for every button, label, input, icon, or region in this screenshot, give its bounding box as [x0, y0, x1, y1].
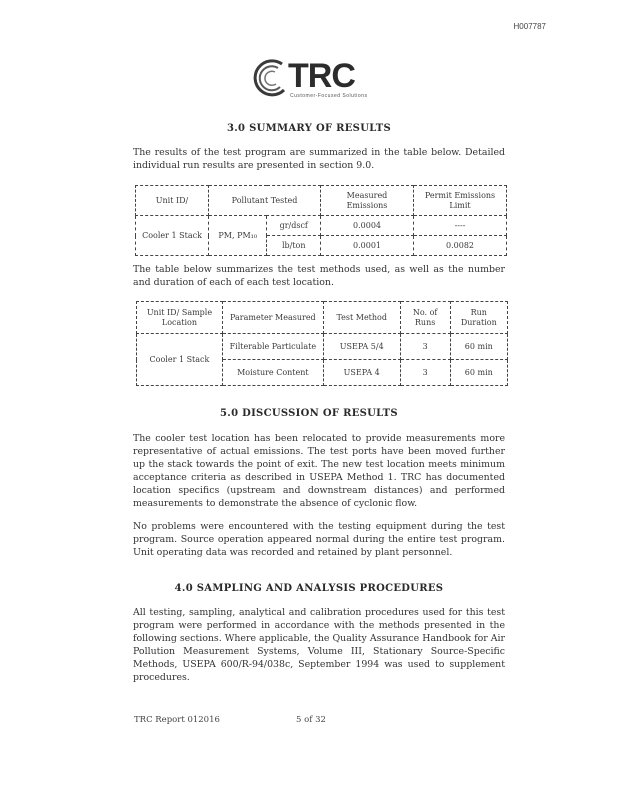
- header-pollutant-tested: Pollutant Tested: [209, 186, 321, 216]
- header-sample-location: Unit ID/ Sample Location: [137, 302, 223, 334]
- section-5-paragraph-1: The cooler test location has been relocated to provide measurements more representative of actual emissions. The test ports have been moved further up the stack towards the point of exit. The new test location meets minimum acceptance criteria as described in USEPA Method 1. TRC has documented location specifics (upstream and downstream distances) and performed measurements to demonstrate the absence of cyclonic flow.: [133, 433, 505, 509]
- test-methods-table: [136, 301, 508, 386]
- duration-cell: 60 min: [450, 360, 507, 386]
- trc-logo: [252, 58, 376, 102]
- trc-logo-swirl-icon: [252, 58, 292, 98]
- runs-cell: 3: [400, 360, 450, 386]
- header-test-method: Test Method: [323, 302, 400, 334]
- unit-cell: Cooler 1 Stack: [136, 216, 209, 256]
- header-permit-limit: Permit Emissions Limit: [414, 186, 507, 216]
- footer-report-number: TRC Report 012016: [134, 715, 220, 725]
- units-cell: gr/dscf: [267, 216, 321, 236]
- results-summary-table: [135, 185, 507, 256]
- footer-page-number: 5 of 32: [296, 715, 326, 725]
- table-row: [136, 216, 507, 236]
- limit-cell: ----: [414, 216, 507, 236]
- header-unit-id: Unit ID/: [136, 186, 209, 216]
- section-4-paragraph: All testing, sampling, analytical and calibration procedures used for this test program were performed in accordance with the methods presented in the following sections. Where applicable, the Quality Assurance Handbook for Air Pollution Measurement Systems, Volume III, Stationary Source-Specific Methods, USEPA 600/R-94/038c, September 1994 was used to supplement procedures.: [133, 607, 505, 683]
- table-row: [137, 334, 508, 360]
- header-no-of-runs: No. of Runs: [400, 302, 450, 334]
- section-5-paragraph-2: No problems were encountered with the testing equipment during the test program. Source operation appeared normal during the entire test program. Unit operating data was recorded and retained by plant personnel.: [133, 521, 505, 558]
- parameter-cell: Filterable Particulate: [222, 334, 323, 360]
- section-5-heading: 5.0 DISCUSSION OF RESULTS: [220, 408, 398, 419]
- section-4-heading: 4.0 SAMPLING AND ANALYSIS PROCEDURES: [174, 583, 444, 594]
- header-parameter: Parameter Measured: [222, 302, 323, 334]
- logo-text: TRC: [288, 57, 355, 95]
- section-3-heading: 3.0 SUMMARY OF RESULTS: [227, 123, 391, 134]
- pollutant-cell: PM, PM₁₀: [209, 216, 267, 256]
- duration-cell: 60 min: [450, 334, 507, 360]
- section-3-intro: The results of the test program are summarized in the table below. Detailed individual run results are presented in section 9.0.: [133, 147, 505, 171]
- units-cell: lb/ton: [267, 236, 321, 256]
- measured-cell: 0.0004: [321, 216, 414, 236]
- parameter-cell: Moisture Content: [222, 360, 323, 386]
- logo-tagline: Customer-Focused Solutions: [290, 93, 368, 99]
- method-cell: USEPA 5/4: [323, 334, 400, 360]
- section-3-followup: The table below summarizes the test methods used, as well as the number and duration of each of each test location.: [133, 264, 505, 288]
- limit-cell: 0.0082: [414, 236, 507, 256]
- header-run-duration: Run Duration: [450, 302, 507, 334]
- measured-cell: 0.0001: [321, 236, 414, 256]
- runs-cell: 3: [400, 334, 450, 360]
- page-id: H007787: [513, 22, 546, 31]
- header-measured-emissions: Measured Emissions: [321, 186, 414, 216]
- location-cell: Cooler 1 Stack: [137, 334, 223, 386]
- method-cell: USEPA 4: [323, 360, 400, 386]
